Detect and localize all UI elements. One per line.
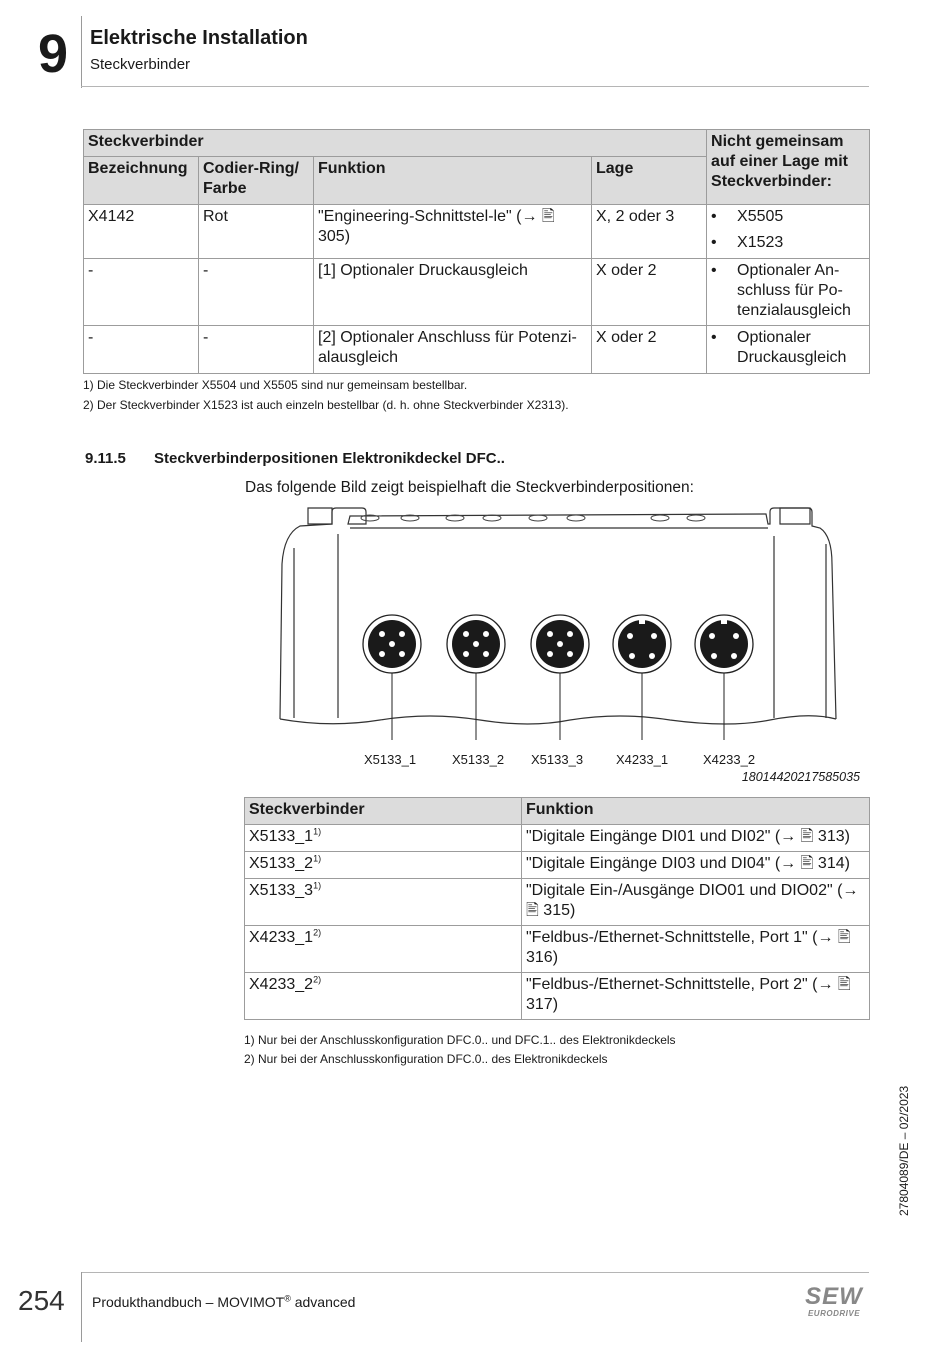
footer-title <box>92 1294 355 1310</box>
not-common-header: Nicht gemeinsam auf einer Lage mit Steckverbinder: <box>707 130 870 205</box>
figure-label-x5133-2: X5133_2 <box>452 752 505 767</box>
bullet-mark: • <box>711 234 717 251</box>
cell-function: "Digitale Ein-/Ausgänge DIO01 und DIO02" (→ 🖹 315) <box>522 879 870 926</box>
footer-text-prefix: Produkthandbuch – MOVIMOT <box>92 1294 285 1310</box>
column-header: Steckverbinder <box>245 798 522 825</box>
footer-rule <box>81 1272 869 1273</box>
bullet-mark: • <box>711 262 717 279</box>
page-number: 254 <box>18 1285 65 1316</box>
footnote: 1) Die Steckverbinder X5504 und X5505 sind nur gemeinsam bestellbar. <box>83 378 468 392</box>
table-row <box>245 926 870 973</box>
sew-eurodrive-logo: SEW EURODRIVE <box>805 1283 863 1318</box>
cell-ring: - <box>199 259 314 326</box>
section-number: 9.11.5 <box>85 450 126 467</box>
connector-name: X4233_2 <box>249 976 314 993</box>
cell-name: - <box>84 259 199 326</box>
footnote: 2) Nur bei der Anschlusskonfiguration DFC.0.. des Elektronikdeckels <box>244 1052 608 1066</box>
cell-function: "Engineering-Schnittstel-le" (→ 🖹 305) <box>314 205 592 259</box>
section-heading <box>85 450 505 467</box>
footnote: 1) Nur bei der Anschlusskonfiguration DFC.0.. und DFC.1.. des Elektronikdeckels <box>244 1033 676 1047</box>
cell-lage: X, 2 oder 3 <box>592 205 707 259</box>
cell-function: "Feldbus-/Ethernet-Schnittstelle, Port 1" (→ 🖹 316) <box>522 926 870 973</box>
cell-function: "Digitale Eingänge DI03 und DI04" (→ 🖹 314) <box>522 852 870 879</box>
cell-not-common <box>707 205 870 259</box>
bullet-text: Optionaler An-schluss für Po-tenzialausgleich <box>737 262 851 319</box>
page-subtitle: Steckverbinder <box>90 56 191 73</box>
column-header: Bezeichnung <box>84 157 199 205</box>
cell-not-common <box>707 326 870 374</box>
cell-name <box>245 926 522 973</box>
footer-divider <box>81 1272 82 1342</box>
header-divider <box>81 16 82 88</box>
connector-x4233-1 <box>613 615 671 673</box>
table-row <box>245 825 870 852</box>
figure-label-x4233-2: X4233_2 <box>703 752 756 767</box>
column-header: Funktion <box>314 157 592 205</box>
cell-function: "Feldbus-/Ethernet-Schnittstelle, Port 2" (→ 🖹 317) <box>522 973 870 1020</box>
connector-x5133-1 <box>363 615 421 673</box>
connector-position-table <box>244 797 870 1020</box>
cell-function: [1] Optionaler Druckausgleich <box>314 259 592 326</box>
bullet-text: X5505 <box>737 208 784 225</box>
chapter-number: 9 <box>38 24 69 84</box>
footer-text-suffix: advanced <box>290 1294 356 1310</box>
intro-text: Das folgende Bild zeigt beispielhaft die Steckverbinderpositionen: <box>245 479 694 496</box>
header-rule <box>81 86 869 87</box>
bullet-mark: • <box>711 329 717 346</box>
cell-lage: X oder 2 <box>592 259 707 326</box>
bullet-text: X1523 <box>737 234 784 251</box>
footnote: 2) Der Steckverbinder X1523 ist auch einzeln bestellbar (d. h. ohne Steckverbinder X2313). <box>83 398 569 412</box>
page-title: Elektrische Installation <box>90 27 308 49</box>
cell-function: [2] Optionaler Anschluss für Potenzi-alausgleich <box>314 326 592 374</box>
cell-name <box>245 852 522 879</box>
cell-ring: Rot <box>199 205 314 259</box>
section-title: Steckverbinderpositionen Elektronikdeckel DFC.. <box>154 450 505 467</box>
cell-lage: X oder 2 <box>592 326 707 374</box>
document-id: 27804089/DE – 02/2023 <box>897 1085 911 1216</box>
connector-name: X5133_1 <box>249 828 314 845</box>
connector-table <box>83 129 870 374</box>
table-row <box>245 973 870 1020</box>
figure-label-x4233-1: X4233_1 <box>616 752 669 767</box>
footnote-ref: 1) <box>313 853 322 864</box>
table-row <box>245 879 870 926</box>
cell-function: "Digitale Eingänge DI01 und DI02" (→ 🖹 313) <box>522 825 870 852</box>
connector-name: X4233_1 <box>249 929 314 946</box>
connector-x5133-2 <box>447 615 505 673</box>
footnote-ref: 1) <box>313 880 322 891</box>
table-group-header: Steckverbinder <box>84 130 707 157</box>
cell-name <box>245 879 522 926</box>
footnote-ref: 1) <box>313 826 322 837</box>
table-row <box>245 852 870 879</box>
cell-name: - <box>84 326 199 374</box>
registered-mark: ® <box>284 1293 291 1304</box>
table-row <box>84 326 870 374</box>
figure-label-x5133-1: X5133_1 <box>364 752 417 767</box>
cell-name: X4142 <box>84 205 199 259</box>
footnote-ref: 2) <box>313 927 322 938</box>
connector-x5133-3 <box>531 615 589 673</box>
cell-not-common <box>707 259 870 326</box>
connector-name: X5133_2 <box>249 855 314 872</box>
bullet-mark: • <box>711 208 717 225</box>
column-header: Codier-Ring/ Farbe <box>199 157 314 205</box>
cell-name <box>245 825 522 852</box>
column-header: Funktion <box>522 798 870 825</box>
cell-ring: - <box>199 326 314 374</box>
footnote-ref: 2) <box>313 974 322 985</box>
bullet-text: Optionaler Druckausgleich <box>737 329 847 366</box>
cell-name <box>245 973 522 1020</box>
electronics-cover-figure <box>270 504 850 740</box>
figure-label-x5133-3: X5133_3 <box>531 752 584 767</box>
column-header: Lage <box>592 157 707 205</box>
table-row <box>84 259 870 326</box>
table-row <box>84 205 870 259</box>
figure-id: 18014420217585035 <box>741 770 860 784</box>
connector-name: X5133_3 <box>249 882 314 899</box>
connector-x4233-2 <box>695 615 753 673</box>
